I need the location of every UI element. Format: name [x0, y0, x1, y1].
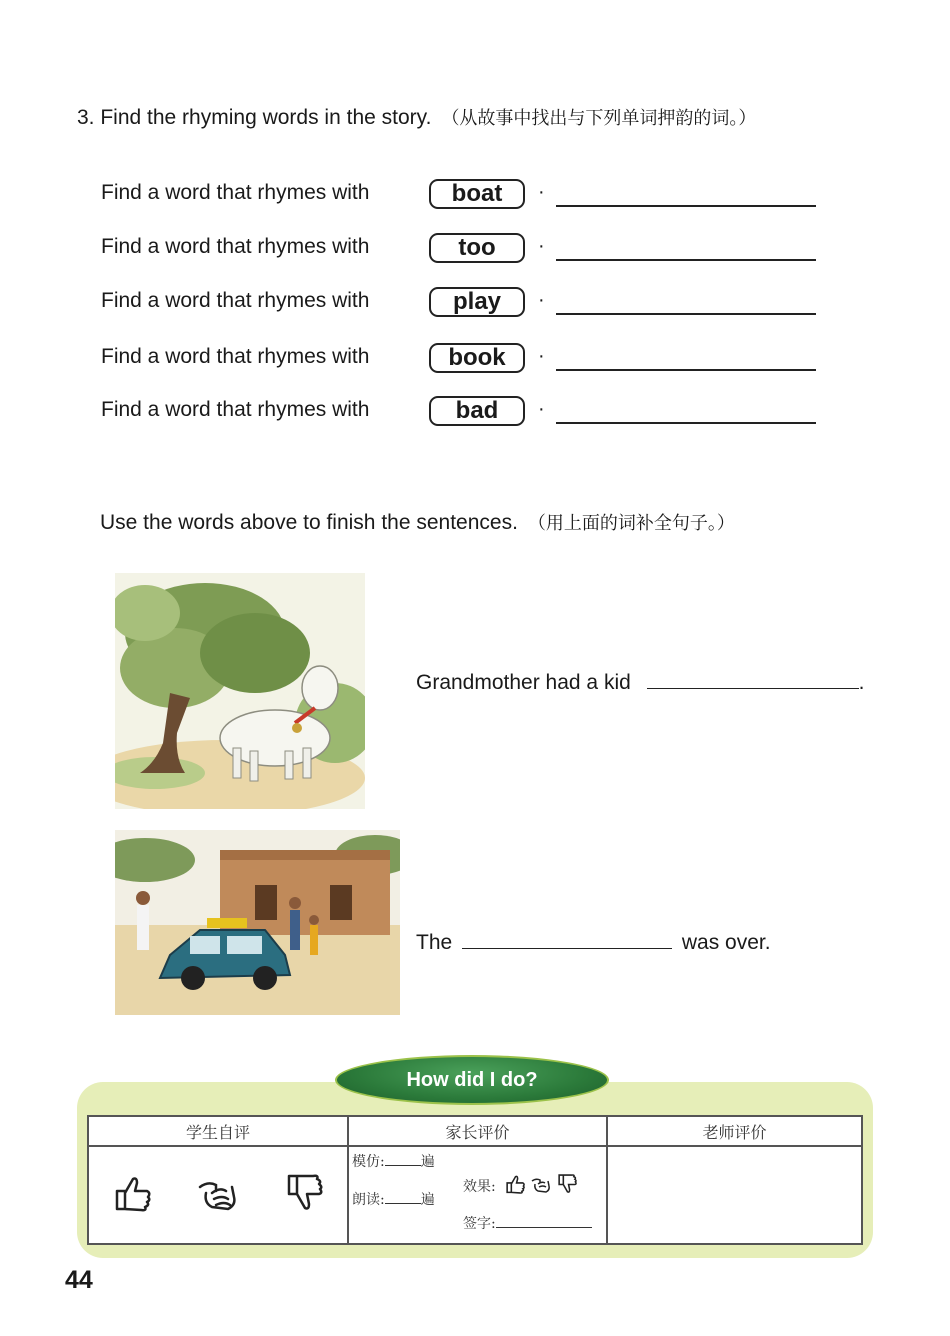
- sentence-1: Grandmother had a kid .: [416, 668, 864, 695]
- answer-blank[interactable]: [556, 369, 816, 371]
- col-student: 学生自评: [88, 1116, 348, 1146]
- separator-dot: ·: [538, 345, 545, 367]
- rhyme-row-1: [101, 181, 821, 215]
- thumbs-up-icon[interactable]: [504, 1173, 526, 1199]
- answer-blank[interactable]: [556, 205, 816, 207]
- col-teacher: 老师评价: [607, 1116, 862, 1146]
- instruction-title-cn: （用上面的词补全句子。）: [527, 513, 735, 534]
- rhyme-prompt: Find a word that rhymes with: [101, 289, 370, 312]
- rhyme-word-box: bad: [429, 396, 525, 426]
- rhyme-prompt: Find a word that rhymes with: [101, 398, 370, 421]
- sentence-1-blank[interactable]: [647, 668, 859, 689]
- rhyme-row-2: [101, 235, 821, 269]
- thumbs-down-icon[interactable]: [556, 1173, 578, 1199]
- rhyme-word-box: boat: [429, 179, 525, 209]
- answer-blank[interactable]: [556, 422, 816, 424]
- read-count-blank[interactable]: [385, 1203, 421, 1204]
- rhyme-prompt: Find a word that rhymes with: [101, 181, 370, 204]
- separator-dot: ·: [538, 181, 545, 203]
- signature-blank[interactable]: [496, 1227, 592, 1228]
- ok-hand-icon[interactable]: [196, 1173, 240, 1218]
- sentence-2-blank[interactable]: [462, 928, 672, 949]
- separator-dot: ·: [538, 289, 545, 311]
- separator-dot: ·: [538, 235, 545, 257]
- rhyme-word-box: too: [429, 233, 525, 263]
- ok-hand-icon[interactable]: [530, 1173, 552, 1199]
- rhyme-word-box: book: [429, 343, 525, 373]
- answer-blank[interactable]: [556, 259, 816, 261]
- parent-eval: 模仿: 遍 朗读: 遍 效果: 签字:: [348, 1146, 607, 1244]
- sentence-2: The was over.: [416, 928, 771, 955]
- separator-dot: ·: [538, 398, 545, 420]
- thumbs-up-icon[interactable]: [111, 1173, 153, 1218]
- question-title-cn: （从故事中找出与下列单词押韵的词。）: [441, 108, 757, 129]
- teacher-eval-cell[interactable]: [607, 1146, 862, 1244]
- col-parent: 家长评价: [348, 1116, 607, 1146]
- rhyme-word-box: play: [429, 287, 525, 317]
- rhyme-row-3: [101, 289, 821, 323]
- evaluation-table: [87, 1115, 863, 1245]
- goat-illustration: [115, 573, 365, 809]
- student-self-eval: [88, 1146, 348, 1244]
- question-title: 3. Find the rhyming words in the story. （从故事中找出与下列单词押韵的词。）: [77, 106, 757, 129]
- evaluation-heading: How did I do?: [335, 1055, 609, 1105]
- imitate-count-blank[interactable]: [385, 1165, 421, 1166]
- page-number: 44: [65, 1266, 93, 1294]
- rhyme-row-5: [101, 398, 821, 432]
- rhyme-prompt: Find a word that rhymes with: [101, 345, 370, 368]
- taxi-scene-illustration: [115, 830, 400, 1015]
- instruction-title: Use the words above to finish the sentences. （用上面的词补全句子。）: [100, 511, 735, 534]
- answer-blank[interactable]: [556, 313, 816, 315]
- rhyme-prompt: Find a word that rhymes with: [101, 235, 370, 258]
- rhyme-row-4: [101, 345, 821, 379]
- thumbs-down-icon[interactable]: [283, 1172, 325, 1219]
